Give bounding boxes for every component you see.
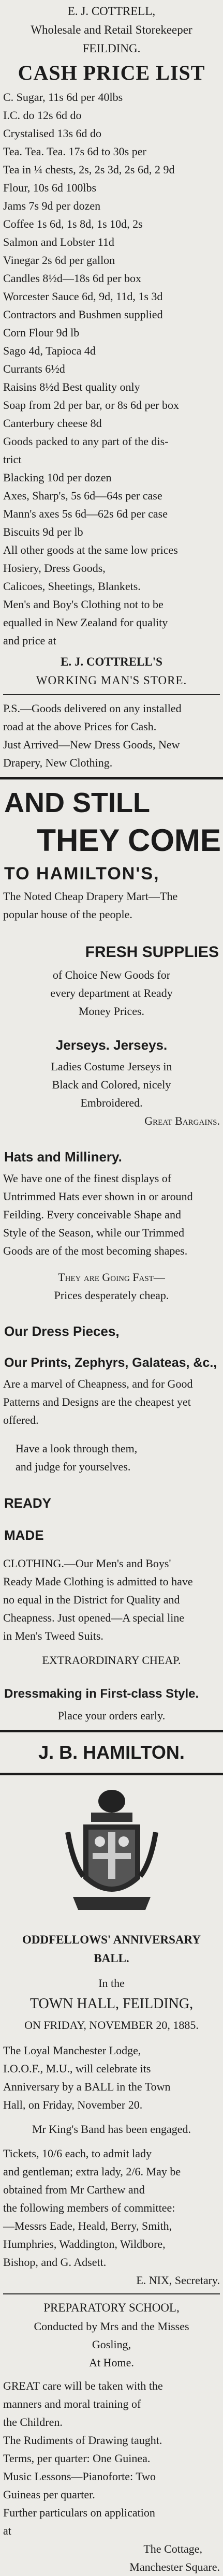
jerseys-text: [0, 1057, 223, 1112]
tickets-line: Tickets, 10/6 each, to admit lady: [3, 2147, 152, 2160]
ps-line: road at the above Prices for Cash.: [3, 720, 157, 733]
ball-heading-2: BALL.: [94, 1952, 129, 1965]
clothing-line: CLOTHING.—Our Men's and Boys': [3, 1557, 171, 1570]
ps-line: Drapery, New Clothing.: [3, 756, 113, 769]
school-advert: [0, 2299, 223, 2576]
dressmaking-heading: Dressmaking in First-class Style.: [4, 1687, 199, 1701]
price-list-item: and price at: [3, 634, 56, 647]
price-list-item: Jams 7s 9d per dozen: [3, 199, 101, 212]
clothing-line: no equal in the District for Quality and: [3, 1593, 180, 1606]
fresh-supplies-heading: FRESH SUPPLIES: [85, 944, 219, 961]
school-line: GREAT care will be taken with the: [3, 2379, 163, 2392]
price-list-item: I.C. do 12s 6d do: [3, 109, 82, 122]
ball-date: ON FRIDAY, NOVEMBER 20, 1885.: [24, 2019, 199, 2032]
clothing-text: [0, 1554, 223, 1645]
clothing-line: in Men's Tweed Suits.: [3, 1629, 103, 1642]
hats-heading: Hats and Millinery.: [4, 1149, 122, 1165]
ball-body-line: I.O.O.F., M.U., will celebrate its: [3, 2062, 151, 2075]
price-list-item: Corn Flour 9d lb: [3, 326, 80, 339]
price-list-item: Worcester Sauce 6d, 9d, 11d, 1s 3d: [3, 290, 163, 303]
hamilton-advert: [0, 785, 223, 1775]
price-list: [0, 88, 223, 650]
prints-heading: Our Prints, Zephyrs, Galateas, &c.,: [4, 1356, 217, 1370]
school-heading: PREPARATORY SCHOOL,: [43, 2301, 180, 2314]
price-list-item: Flour, 10s 6d 100lbs: [3, 181, 97, 194]
price-list-item: Blacking 10d per dozen: [3, 471, 112, 484]
price-list-item: Crystalised 13s 6d do: [3, 127, 102, 140]
prints-line: Patterns and Designs are the cheapest yet: [3, 1395, 191, 1408]
price-list-item: Sago 4d, Tapioca 4d: [3, 344, 96, 357]
price-list-item: Salmon and Lobster 11d: [3, 235, 114, 248]
conducted-line: Gosling,: [92, 2338, 131, 2351]
price-list-item: Calicoes, Sheetings, Blankets.: [3, 580, 141, 593]
headline-they-come: THEY COME: [37, 823, 221, 858]
price-list-item: Contractors and Bushmen supplied: [3, 308, 163, 321]
conducted-line: Conducted by Mrs and the Misses: [34, 2320, 189, 2333]
jerseys-line: Embroidered.: [80, 1096, 143, 1109]
tickets-line: Bishop, and G. Adsett.: [3, 2256, 107, 2269]
fresh-supplies-text: [0, 966, 223, 1020]
school-line: Further particulars on application: [3, 2506, 155, 2519]
secretary: E. NIX, Secretary.: [136, 2274, 220, 2287]
prints-line: Are a marvel of Cheapness, and for Good: [3, 1377, 193, 1390]
ball-body-line: Hall, on Friday, November 20.: [3, 2098, 143, 2111]
divider: [3, 694, 220, 695]
oddfellows-crest-emblem: [63, 1786, 161, 1920]
school-line: Terms, per quarter: One Guinea.: [3, 2452, 151, 2465]
store-title: WORKING MAN'S STORE.: [36, 674, 187, 687]
clothing-line: Ready Made Clothing is admitted to have: [3, 1575, 193, 1588]
school-line: Guineas per quarter.: [3, 2488, 95, 2501]
at-home: At Home.: [89, 2356, 134, 2369]
price-list-item: Biscuits 9d per lb: [3, 525, 83, 538]
look-text: [0, 1439, 223, 1476]
price-list-item: Goods packed to any part of the dis-: [3, 435, 169, 448]
hamilton-signature: J. B. HAMILTON.: [38, 1742, 185, 1763]
hats-line: Style of the Season, while our Trimmed: [3, 1226, 185, 1239]
advertiser-name: E. J. COTTRELL,: [67, 5, 156, 18]
ball-body-line: Anniversary by a BALL in the Town: [3, 2080, 171, 2093]
ps-line: P.S.—Goods delivered on any installed: [3, 702, 182, 715]
price-list-item: Axes, Sharp's, 5s 6d—64s per case: [3, 489, 162, 502]
price-list-item: Hosiery, Dress Goods,: [3, 562, 106, 575]
price-list-item: Coffee 1s 6d, 1s 8d, 1s 10d, 2s: [3, 217, 143, 230]
intro-text: [0, 887, 223, 923]
great-bargains: Great Bargains.: [144, 1114, 220, 1127]
extraordinary-cheap: EXTRAORDINARY CHEAP.: [42, 1654, 181, 1667]
hats-text: [0, 1169, 223, 1260]
look-line: and judge for yourselves.: [16, 1460, 131, 1473]
headline-and-still: AND STILL: [4, 787, 150, 818]
school-line: The Rudiments of Drawing taught.: [3, 2434, 162, 2447]
fresh-line: Money Prices.: [78, 1005, 145, 1018]
tickets-line: the following members of committee:: [3, 2201, 175, 2214]
school-conducted: [0, 2317, 223, 2353]
price-list-item: Soap from 2d per bar, or 8s 6d per box: [3, 399, 180, 411]
jerseys-heading: Jerseys. Jerseys.: [55, 1037, 168, 1053]
tickets-line: Humphries, Waddington, Wildbore,: [3, 2238, 166, 2250]
price-list-item: Currants 6½d: [3, 362, 65, 375]
in-the: In the: [98, 1977, 125, 1990]
price-list-item: Canterbury cheese 8d: [3, 417, 102, 430]
school-line: at: [3, 2524, 11, 2537]
look-line: Have a look through them,: [16, 1442, 138, 1455]
fresh-line: every department at Ready: [50, 987, 173, 999]
tickets-line: —Messrs Eade, Heald, Berry, Smith,: [3, 2219, 172, 2232]
tickets-text: [0, 2144, 223, 2271]
school-line: the Children.: [3, 2416, 63, 2428]
ps-line: Just Arrived—New Dress Goods, New: [3, 738, 180, 751]
tickets-line: and gentleman; extra lady, 2/6. May be: [3, 2165, 181, 2178]
price-list-item: Tea. Tea. Tea. 17s 6d to 30s per: [3, 145, 146, 158]
price-list-item: Men's and Boy's Clothing not to be: [3, 598, 163, 611]
fresh-line: of Choice New Goods for: [52, 968, 171, 981]
ready-heading: READY: [4, 1495, 52, 1511]
to-hamiltons: TO HAMILTON'S,: [4, 864, 160, 884]
jerseys-line: Black and Colored, nicely: [52, 1078, 171, 1091]
prints-text: [0, 1375, 223, 1429]
school-address-2: Manchester Square.: [129, 2560, 220, 2573]
intro-line: popular house of the people.: [3, 908, 132, 921]
clothing-line: Cheapness. Just opened—A special line: [3, 1611, 185, 1624]
divider: [0, 1773, 223, 1775]
school-text: [0, 2377, 223, 2540]
price-list-item: C. Sugar, 11s 6d per 40lbs: [3, 91, 123, 104]
price-list-item: Mann's axes 5s 6d—62s 6d per case: [3, 507, 168, 520]
ps-block: [0, 699, 223, 772]
hats-line: We have one of the finest displays of: [3, 1172, 172, 1185]
made-heading: MADE: [4, 1527, 44, 1543]
hats-line: Goods are of the most becoming shapes.: [3, 1244, 188, 1257]
advertiser-tagline: Wholesale and Retail Storekeeper: [31, 23, 192, 36]
divider: [0, 777, 223, 779]
price-list-item: trict: [3, 453, 22, 466]
price-list-item: Candles 8½d—18s 6d per box: [3, 272, 142, 285]
price-list-item: All other goods at the same low prices: [3, 543, 178, 556]
school-address-1: The Cottage,: [143, 2542, 202, 2555]
divider: [0, 1730, 223, 1732]
price-list-item: equalled in New Zealand for quality: [3, 616, 168, 629]
hats-line: Untrimmed Hats ever shown in or around: [3, 1190, 193, 1203]
orders-line: Place your orders early.: [57, 1709, 166, 1722]
intro-line: The Noted Cheap Drapery Mart—The: [3, 890, 178, 903]
dress-pieces-heading: Our Dress Pieces,: [4, 1323, 120, 1339]
prices-cheap: Prices desperately cheap.: [54, 1289, 169, 1302]
price-list-item: Tea in ¼ chests, 2s, 2s 3d, 2s 6d, 2 9d: [3, 163, 175, 176]
price-list-item: Raisins 8½d Best quality only: [3, 380, 140, 393]
cottrell-advert: [0, 0, 223, 772]
tickets-line: obtained from Mr Carthew and: [3, 2183, 145, 2196]
school-line: Music Lessons—Pianoforte: Two: [3, 2470, 156, 2483]
oddfellows-advert: [0, 1931, 223, 2289]
ball-body: [0, 2041, 223, 2114]
going-fast: They are Going Fast—: [58, 1271, 165, 1284]
ball-body-line: The Loyal Manchester Lodge,: [3, 2044, 141, 2057]
band-line: Mr King's Band has been engaged.: [32, 2123, 191, 2136]
ball-heading: ODDFELLOWS' ANNIVERSARY: [22, 1933, 201, 1946]
prints-line: offered.: [3, 1414, 39, 1426]
venue: TOWN HALL, FEILDING,: [29, 1996, 194, 2012]
price-list-item: Vinegar 2s 6d per gallon: [3, 254, 115, 267]
price-list-heading: CASH PRICE LIST: [18, 61, 205, 84]
divider: [3, 2293, 220, 2294]
store-name: E. J. COTTRELL'S: [61, 655, 162, 668]
jerseys-line: Ladies Costume Jerseys in: [51, 1060, 172, 1073]
advertiser-place: FEILDING.: [82, 42, 141, 55]
hats-line: Feilding. Every conceivable Shape and: [3, 1208, 181, 1221]
school-line: manners and moral training of: [3, 2397, 141, 2410]
